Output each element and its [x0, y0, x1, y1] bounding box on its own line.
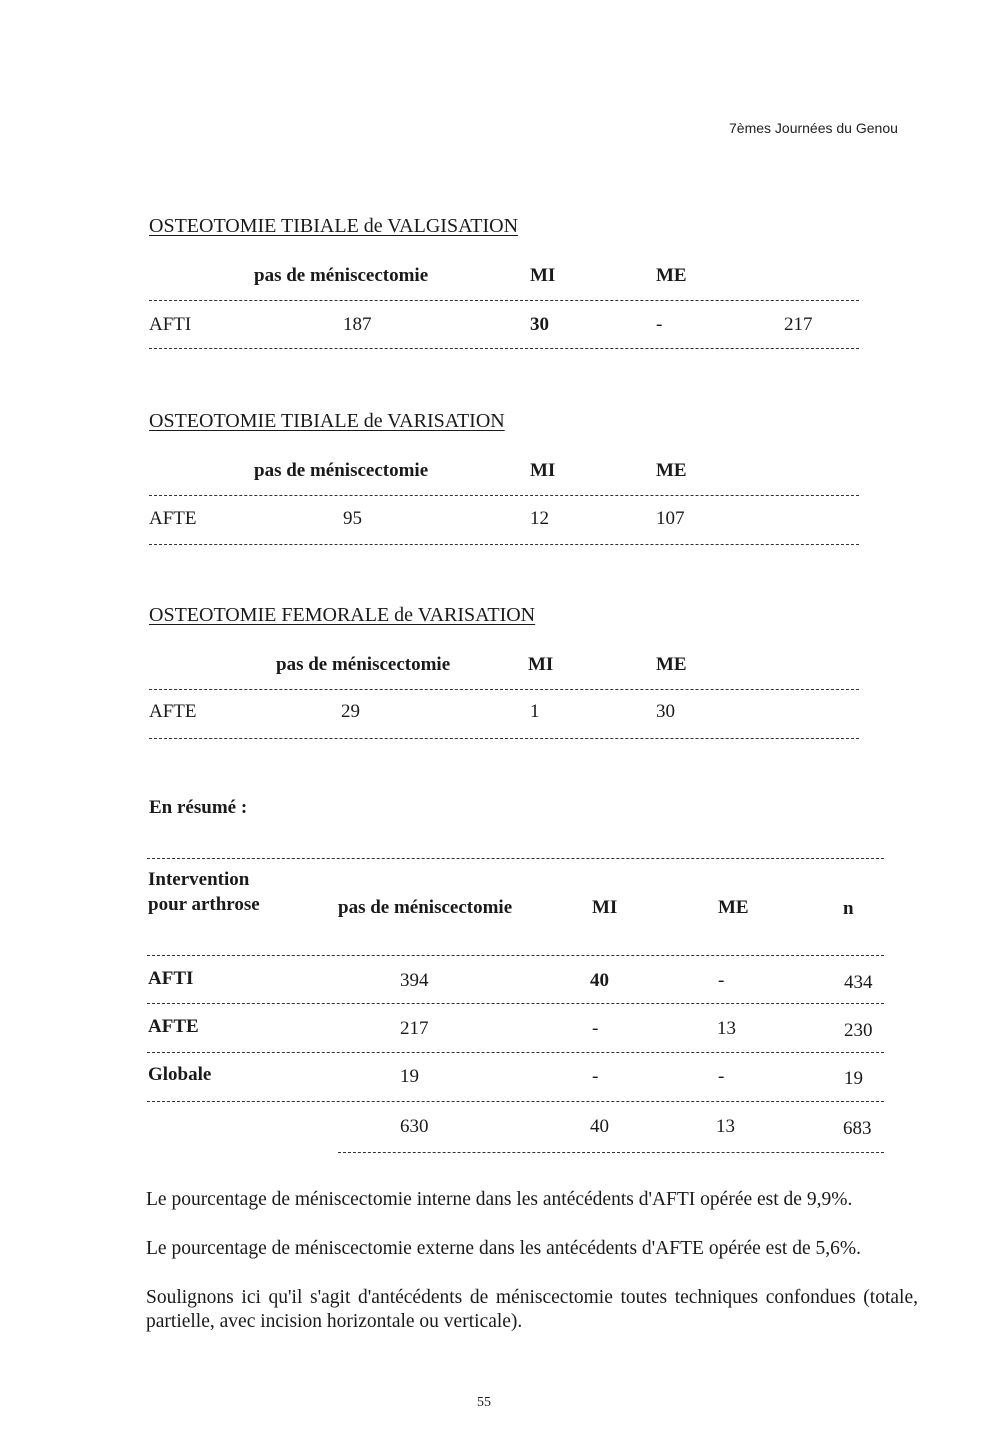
summary-cell-mi: - — [592, 1018, 599, 1039]
header-me: ME — [656, 460, 687, 481]
summary-rule — [147, 1003, 884, 1004]
row-label: AFTE — [149, 508, 197, 529]
summary-total-mi: 40 — [590, 1116, 609, 1137]
summary-cell-pas-de-meniscectomie: 19 — [400, 1066, 419, 1087]
summary-cell-mi: 40 — [590, 970, 609, 991]
header-mi: MI — [530, 460, 556, 481]
cell-pas-de-meniscectomie: 187 — [343, 314, 372, 335]
cell-pas-de-meniscectomie: 95 — [343, 508, 362, 529]
header-pas-de-meniscectomie: pas de méniscectomie — [254, 265, 429, 286]
paragraph-afti: Le pourcentage de méniscectomie interne dans les antécédents d'AFTI opérée est de 9,9%. — [146, 1189, 853, 1210]
summary-row-label: AFTE — [148, 1016, 199, 1037]
summary-header-pas-de-meniscectomie: pas de méniscectomie — [338, 897, 513, 918]
cell-mi: 30 — [530, 314, 549, 335]
cell-mi: 1 — [530, 701, 540, 722]
paragraph-soulignons: Soulignons ici qu'il s'agit d'antécédents de méniscectomie toutes techniques confondues (totale, partielle, avec incision horizontale ou verticale). — [146, 1287, 918, 1332]
cell-me: 107 — [656, 508, 685, 529]
section-title-valgisation: OSTEOTOMIE TIBIALE de VALGISATION — [149, 215, 519, 237]
summary-total-n: 683 — [843, 1118, 872, 1139]
table-rule — [149, 300, 859, 301]
cell-total: 217 — [784, 314, 813, 335]
row-label: AFTE — [149, 701, 197, 722]
page-number: 55 — [477, 1395, 491, 1410]
summary-rule — [147, 955, 884, 956]
summary-cell-n: 19 — [844, 1068, 863, 1089]
summary-rule — [147, 858, 884, 859]
summary-total-me: 13 — [716, 1116, 735, 1137]
header-mi: MI — [530, 265, 556, 286]
summary-total-pas-de-meniscectomie: 630 — [400, 1116, 429, 1137]
summary-row-label: AFTI — [148, 968, 194, 989]
header-mi: MI — [528, 654, 554, 675]
table-rule — [149, 738, 859, 739]
table-rule — [149, 689, 859, 690]
summary-row-label: Globale — [148, 1064, 212, 1085]
running-header: 7èmes Journées du Genou — [729, 120, 898, 136]
summary-heading: En résumé : — [149, 797, 248, 818]
cell-pas-de-meniscectomie: 29 — [341, 701, 360, 722]
cell-me: - — [656, 314, 663, 335]
summary-header-me: ME — [718, 897, 749, 918]
summary-cell-me: - — [718, 1066, 725, 1087]
header-me: ME — [656, 265, 687, 286]
summary-cell-me: - — [718, 970, 725, 991]
header-me: ME — [656, 654, 687, 675]
header-pas-de-meniscectomie: pas de méniscectomie — [254, 460, 429, 481]
summary-rule — [147, 1101, 884, 1102]
summary-cell-mi: - — [592, 1066, 599, 1087]
summary-rule — [338, 1152, 884, 1153]
summary-header-n: n — [843, 898, 854, 919]
cell-mi: 12 — [530, 508, 549, 529]
summary-header-pour-arthrose: pour arthrose — [148, 894, 260, 915]
summary-header-intervention: Intervention — [148, 869, 250, 890]
table-rule — [149, 348, 859, 349]
section-title-varisation-femorale: OSTEOTOMIE FEMORALE de VARISATION — [149, 604, 536, 626]
section-title-varisation-tibiale: OSTEOTOMIE TIBIALE de VARISATION — [149, 410, 505, 432]
summary-cell-n: 230 — [844, 1020, 873, 1041]
row-label: AFTI — [149, 314, 192, 335]
paragraph-afte: Le pourcentage de méniscectomie externe dans les antécédents d'AFTE opérée est de 5,6%. — [146, 1238, 861, 1259]
summary-header-mi: MI — [592, 897, 618, 918]
summary-cell-n: 434 — [844, 972, 873, 993]
cell-me: 30 — [656, 701, 675, 722]
header-pas-de-meniscectomie: pas de méniscectomie — [276, 654, 451, 675]
table-rule — [149, 544, 859, 545]
summary-cell-pas-de-meniscectomie: 394 — [400, 970, 429, 991]
table-rule — [149, 495, 859, 496]
summary-cell-me: 13 — [717, 1018, 736, 1039]
summary-rule — [147, 1052, 884, 1053]
summary-cell-pas-de-meniscectomie: 217 — [400, 1018, 429, 1039]
